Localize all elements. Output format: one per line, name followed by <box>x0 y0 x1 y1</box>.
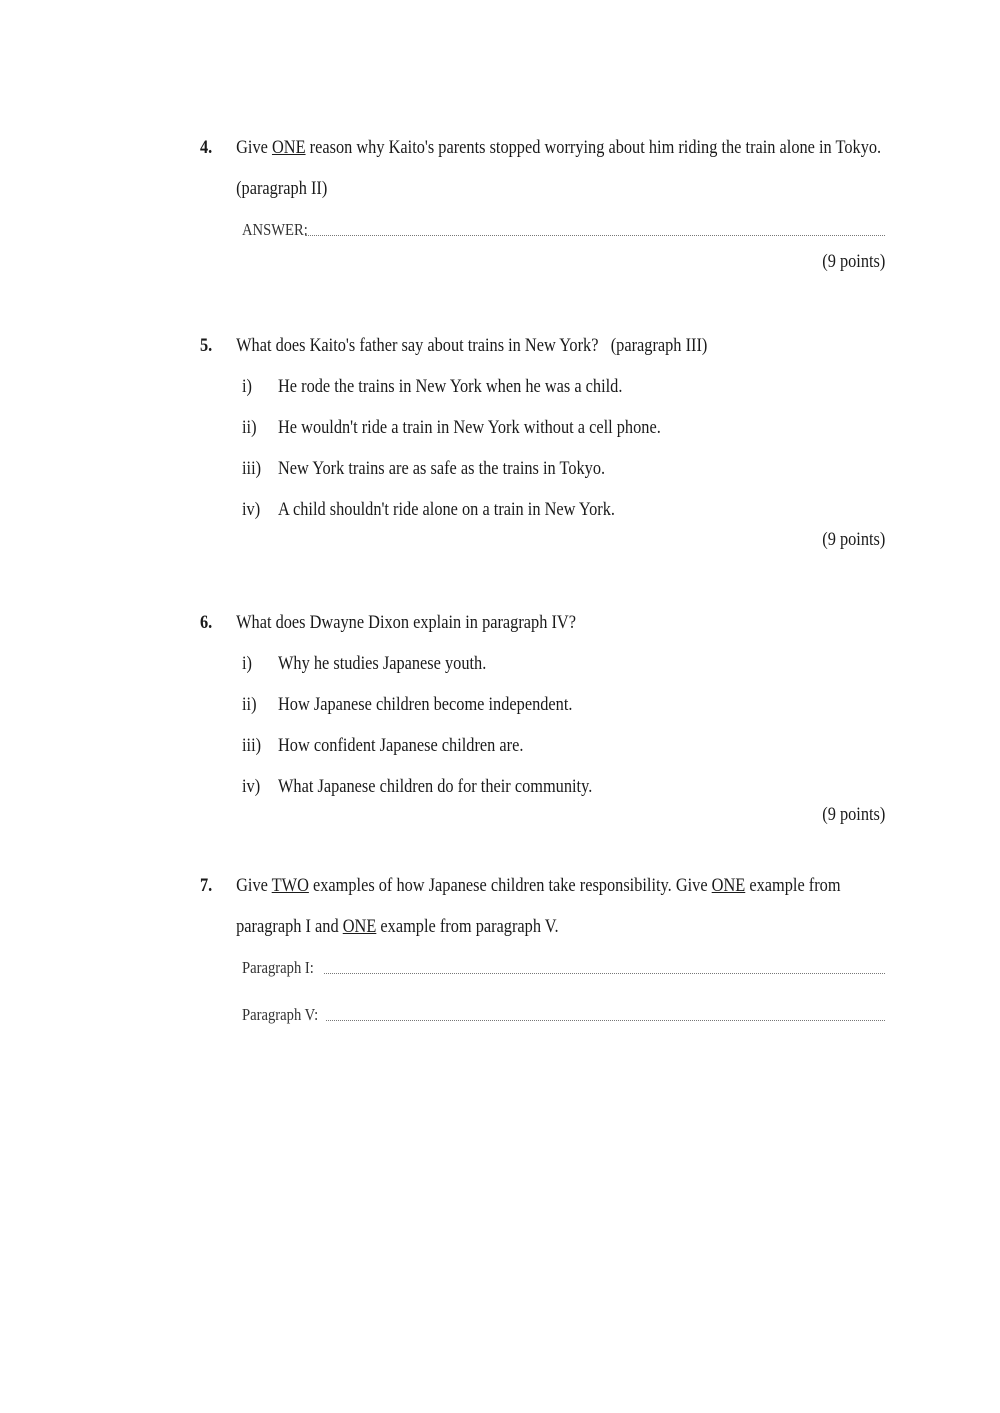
question-4-line-1 <box>200 136 882 177</box>
paragraph-reference: (paragraph II) <box>236 178 328 199</box>
option-iii[interactable]: iii) New York trains are as safe as the trains in Tokyo. <box>242 458 606 479</box>
question-7-line-1 <box>200 874 841 915</box>
question-number: 5. <box>200 335 213 356</box>
question-5 <box>200 334 885 556</box>
question-number: 6. <box>200 612 213 633</box>
question-4-line-2 <box>200 177 789 218</box>
question-7 <box>200 874 885 1044</box>
question-text: What does Kaito's father say about trains in New York? (paragraph III) <box>236 335 708 356</box>
question-4 <box>200 136 885 278</box>
option-iii[interactable]: iii) How confident Japanese children are. <box>242 735 524 756</box>
option-i[interactable]: i) He rode the trains in New York when he was a child. <box>242 376 623 397</box>
question-number: 4. <box>200 137 213 158</box>
option-iv[interactable]: iv) A child shouldn't ride alone on a train in New York. <box>242 499 615 520</box>
question-6-line <box>200 611 789 652</box>
question-5-line <box>200 334 789 375</box>
question-7-line-2: paragraph I and ONE example from paragraph V. <box>236 916 559 937</box>
question-text: Give TWO examples of how Japanese children take responsibility. Give ONE example from <box>236 875 841 896</box>
points-label: (9 points) <box>821 804 885 825</box>
answer-dotted-field[interactable] <box>326 1018 885 1021</box>
answer-label: Paragraph I: <box>242 958 314 977</box>
answer-label: Paragraph V: <box>242 1005 319 1024</box>
answer-line-paragraph-5[interactable] <box>200 1003 885 1044</box>
answer-line-paragraph-1[interactable] <box>200 956 885 1003</box>
answer-dotted-field[interactable] <box>324 971 885 974</box>
question-number: 7. <box>200 875 213 896</box>
question-6 <box>200 611 885 831</box>
option-i[interactable]: i) Why he studies Japanese youth. <box>242 653 487 674</box>
points-label: (9 points) <box>821 251 885 272</box>
answer-label: ANSWER: <box>242 220 308 239</box>
option-ii[interactable]: ii) How Japanese children become independent. <box>242 694 573 715</box>
answer-dotted-field[interactable] <box>305 233 885 236</box>
question-text: What does Dwayne Dixon explain in paragraph IV? <box>236 612 576 633</box>
question-text: Give ONE reason why Kaito's parents stopped worrying about him riding the train alone in Tokyo. <box>236 137 882 158</box>
answer-line[interactable] <box>200 218 885 250</box>
option-ii[interactable]: ii) He wouldn't ride a train in New York without a cell phone. <box>242 417 661 438</box>
points-label: (9 points) <box>821 529 885 550</box>
option-iv[interactable]: iv) What Japanese children do for their community. <box>242 776 593 797</box>
